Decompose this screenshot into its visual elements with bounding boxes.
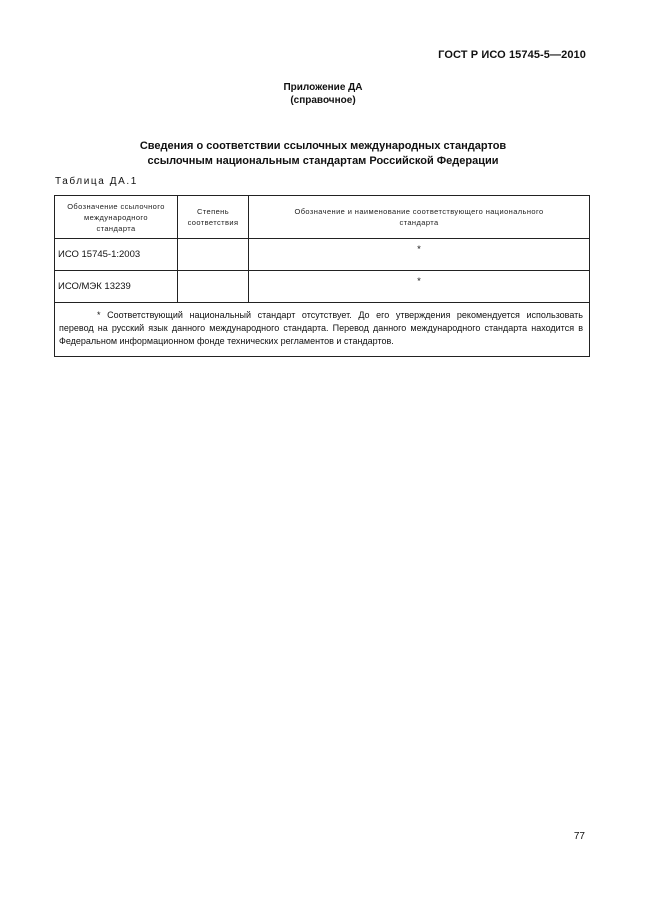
header-degree-of-conformity: Степень соответствия [178,196,249,239]
appendix-subtitle: (справочное) [290,95,356,106]
national-standard-cell: * [249,271,590,303]
degree-cell [178,239,249,271]
footnote-row [55,303,590,357]
section-title-line-1: Сведения о соответствии ссылочных международных стандартов [139,140,507,152]
section-title-line-2: ссылочным национальным стандартам Российской Федерации [147,155,499,167]
table-row [55,239,590,271]
degree-cell [178,271,249,303]
reference-standard-cell: ИСО/МЭК 13239 [55,271,178,303]
appendix-heading [0,81,646,107]
table-header-row [55,196,590,239]
table-row [55,271,590,303]
header-reference-standard: Обозначение ссылочного международного стандарта [55,196,178,239]
appendix-title: Приложение ДА [283,82,363,93]
section-title [0,139,646,169]
table-caption: Таблица ДА.1 [55,176,138,187]
document-code: ГОСТ Р ИСО 15745-5—2010 [438,49,586,61]
page-number: 77 [573,831,585,842]
footnote-text: * Соответствующий национальный стандарт отсутствует. До его утверждения рекомендуется использовать перевод на русский язык данного международного стандарта. Перевод данного международного стандарта находится в Федеральном информационном фонде технических регламентов и стандартов. [59,310,583,346]
national-standard-cell: * [249,239,590,271]
footnote-cell [55,303,590,357]
standards-table [54,195,590,357]
reference-standard-cell: ИСО 15745-1:2003 [55,239,178,271]
header-national-standard: Обозначение и наименование соответствующего национального стандарта [249,196,590,239]
